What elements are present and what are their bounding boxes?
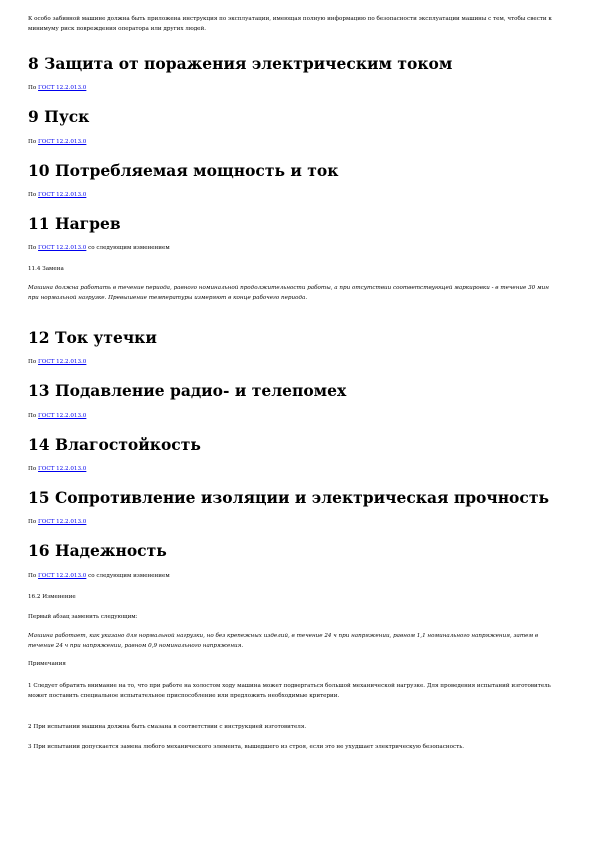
first-paragraph-instruction: Первый абзац заменить следующим: bbox=[28, 614, 138, 620]
intro-paragraph: К особо забивной машине должна быть приложена инструкция по эксплуатации, имеющая полную информацию по безопасности эксплуатации машины с тем, чтобы свести к минимуму риск повреждения оператора или других людей. bbox=[28, 16, 552, 32]
po-label: По bbox=[28, 139, 37, 145]
reference-line-16 bbox=[28, 571, 558, 581]
gost-link[interactable]: ГОСТ 12.2.013.0 bbox=[38, 573, 87, 579]
gost-link[interactable]: ГОСТ 12.2.013.0 bbox=[38, 245, 87, 251]
note-2: 2 При испытании машина должна быть смазана в соответствии с инструкцией изготовителя. bbox=[28, 724, 307, 730]
reference-line-8 bbox=[28, 83, 558, 93]
subsection-11-4: 11.4 Замена bbox=[28, 266, 64, 272]
gost-link[interactable]: ГОСТ 12.2.013.0 bbox=[38, 413, 87, 419]
with-changes-label: со следующим изменением bbox=[88, 245, 170, 251]
po-label: По bbox=[28, 413, 37, 419]
heading-section-15: 15 Сопротивление изоляции и электрическая прочность bbox=[28, 488, 549, 507]
reference-line-13 bbox=[28, 411, 558, 421]
po-label: По bbox=[28, 466, 37, 472]
heading-section-13: 13 Подавление радио- и телепомех bbox=[28, 381, 347, 400]
reference-line-11 bbox=[28, 243, 558, 253]
gost-link[interactable]: ГОСТ 12.2.013.0 bbox=[38, 139, 87, 145]
po-label: По bbox=[28, 519, 37, 525]
heading-section-10: 10 Потребляемая мощность и ток bbox=[28, 161, 339, 180]
reference-line-10 bbox=[28, 190, 558, 200]
heading-section-11: 11 Нагрев bbox=[28, 214, 121, 233]
heading-section-16: 16 Надежность bbox=[28, 541, 167, 560]
reference-line-15 bbox=[28, 517, 558, 527]
reference-line-9 bbox=[28, 137, 558, 147]
reference-line-12 bbox=[28, 357, 558, 367]
heading-section-14: 14 Влагостойкость bbox=[28, 435, 201, 454]
gost-link[interactable]: ГОСТ 12.2.013.0 bbox=[38, 359, 87, 365]
heading-section-12: 12 Ток утечки bbox=[28, 328, 157, 347]
gost-link[interactable]: ГОСТ 12.2.013.0 bbox=[38, 466, 87, 472]
po-label: По bbox=[28, 245, 37, 251]
po-label: По bbox=[28, 192, 37, 198]
note-1: 1 Следует обратить внимание на то, что при работе на холостом ходу машина может подвергаться большой механической нагрузке. Для проведения испытаний изготовитель может поставить специальное испытательное приспособление или предложить необходимые критерии. bbox=[28, 683, 551, 699]
reference-line-14 bbox=[28, 464, 558, 474]
po-label: По bbox=[28, 85, 37, 91]
subsection-16-2-text: Машина работает, как указано для нормальной нагрузки, но без крепежных изделий, в течение 24 ч при напряжении, равном 1,1 номинального напряжения, затем в течение 24 ч при напряжении, равном 0,9 номинального напряжения. bbox=[28, 633, 539, 649]
notes-title: Примечания bbox=[28, 661, 66, 667]
po-label: По bbox=[28, 359, 37, 365]
gost-link[interactable]: ГОСТ 12.2.013.0 bbox=[38, 192, 87, 198]
note-3: 3 При испытании допускается замена любого механического элемента, вышедшего из строя, если это не ухудшает электрическую безопасность. bbox=[28, 744, 465, 750]
gost-link[interactable]: ГОСТ 12.2.013.0 bbox=[38, 519, 87, 525]
subsection-16-2: 16.2 Изменение bbox=[28, 594, 76, 600]
po-label: По bbox=[28, 573, 37, 579]
heading-section-8: 8 Защита от поражения электрическим током bbox=[28, 54, 453, 73]
with-changes-label: со следующим изменением bbox=[88, 573, 170, 579]
subsection-11-4-text: Машина должна работать в течение периода, равного номинальной продолжительности работы, а при отсутствии соответствующей маркировки - в течение 30 мин при нормальной нагрузке. Превышение температуры измеряют в конце рабочего периода. bbox=[28, 285, 549, 301]
heading-section-9: 9 Пуск bbox=[28, 107, 90, 126]
gost-link[interactable]: ГОСТ 12.2.013.0 bbox=[38, 85, 87, 91]
